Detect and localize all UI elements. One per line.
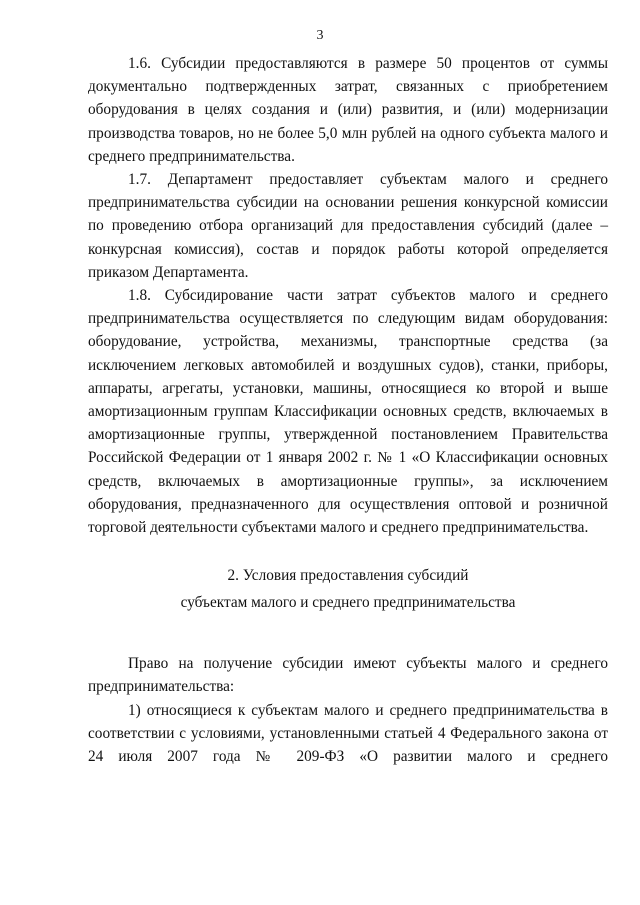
paragraph-1-7: 1.7. Департамент предоставляет субъектам малого и среднего предпринимательства субсидии на основании решения конкурсной комиссии по проведению отбора организаций для предоставления субсидий (далее – конкурсная комиссия), состав и порядок работы которой определяется приказом Департамента. bbox=[88, 171, 608, 281]
paragraph-1-8: 1.8. Субсидирование части затрат субъектов малого и среднего предпринимательства осуществляется по следующим видам оборудования: оборудование, устройства, механизмы, транспортные средства (за исключением легковых автомобилей и воздушных судов), станки, приборы, аппараты, агрегаты, установки, машины, относящиеся ко второй и выше амортизационным группам Классификации основных средств, включаемых в амортизационные группы, утвержденной постановлением Правительства Российской Федерации от 1 января 2002 г. № 1 «О Классификации основных средств, включаемых в амортизационные группы», за исключением оборудования, предназначенного для осуществления оптовой и розничной торговой деятельности субъектами малого и среднего предпринимательства. bbox=[88, 287, 608, 537]
paragraph-condition-1: 1) относящиеся к субъектам малого и среднего предпринимательства в соответствии с условиями, установленными статьей 4 Федерального закона от 24 июля 2007 года № 209-ФЗ «О развитии малого и среднего bbox=[88, 701, 608, 766]
paragraph-1-6: 1.6. Субсидии предоставляются в размере 50 процентов от суммы документально подтвержденных затрат, связанных с приобретением оборудования в целях создания и (или) развития, и (или) модернизации производства товаров, но не более 5,0 млн рублей на одного субъекта малого и среднего предпринимательства. bbox=[88, 55, 608, 165]
page-number: 3 bbox=[316, 28, 324, 43]
section-heading-line-2: субъектам малого и среднего предпринимательства bbox=[180, 594, 516, 612]
section-heading-line-1: 2. Условия предоставления субсидий bbox=[227, 567, 469, 585]
paragraph-eligibility-intro: Право на получение субсидии имеют субъекты малого и среднего предпринимательства: bbox=[88, 655, 608, 696]
document-body bbox=[88, 52, 608, 768]
section-heading bbox=[88, 562, 608, 616]
